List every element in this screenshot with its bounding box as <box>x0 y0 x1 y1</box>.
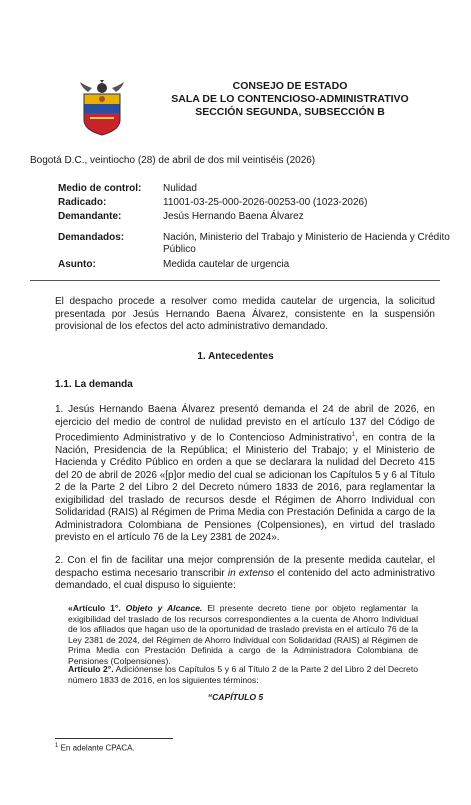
coat-of-arms-icon <box>80 80 124 136</box>
court-section: SECCIÓN SEGUNDA, SUBSECCIÓN B <box>195 106 385 118</box>
chapter-heading: “CAPÍTULO 5 <box>207 692 264 702</box>
paragraph-text: 2. Con el fin de facilitar una mejor comprensión de la presente medida cautelar, el despacho estima necesario transcribir <box>55 555 435 579</box>
article-title: Objeto y Alcance. <box>125 603 203 613</box>
metadata-value: Nación, Ministerio del Trabajo y Ministerio de Hacienda y Crédito Público <box>163 232 450 255</box>
court-name: CONSEJO DE ESTADO <box>232 80 348 92</box>
court-header <box>150 80 430 119</box>
footnote-text: En adelante CPACA. <box>58 743 135 753</box>
court-chamber: SALA DE LO CONTENCIOSO-ADMINISTRATIVO <box>171 93 409 105</box>
metadata-value: Medida cautelar de urgencia <box>163 259 290 270</box>
metadata-label: Asunto: <box>58 259 96 270</box>
paragraph-1 <box>55 404 435 545</box>
footnote <box>55 743 135 753</box>
paragraph-text: , en contra de la Nación, Presidencia de la República; el Ministerio del Trabajo; y el Ministerio de Hacienda y Crédito Público en orden a que se declarara la nulidad del Decreto 415 del 20 de abril de 2026 «[p]or medio del cual se adicionan los Capítulos 5 y 6 al Título 2 de la Parte 2 del Libro 2 del Decreto número 1833 de 2016, para reglamentar la exigibilidad del traslado de recursos desde el Régimen de Ahorro Individual con Solidaridad (RAIS) al Régimen de Prima Media con Prestación Definida a cargo de la Administradora Colombiana de Pensiones (Colpensiones), en virtud del traslado previsto en el artículo 76 de la Ley 2381 de 2024». <box>55 432 435 544</box>
quote-article-2 <box>68 664 418 685</box>
date-line: Bogotá D.C., veintiocho (28) de abril de dos mil veintiséis (2026) <box>30 155 316 166</box>
metadata-value: Nulidad <box>163 183 197 194</box>
metadata-label: Medio de control: <box>58 183 142 194</box>
metadata-label: Radicado: <box>58 197 107 208</box>
intro-paragraph: El despacho procede a resolver como medida cautelar de urgencia, la solicitud presentada por Jesús Hernando Baena Álvarez, consistente en la suspensión provisional de los efectos del acto administrativo demandado. <box>55 296 435 332</box>
paragraph-2 <box>55 555 435 593</box>
article-text: El presente decreto tiene por objeto reglamentar la exigibilidad del traslado de los recursos correspondientes a la cuenta de Ahorro Individual de los afiliados que hagan uso de la oportunidad de traslado prevista en el artículo 76 de la Ley 2381 de 2024, del Régimen de Ahorro Individual con Solidaridad (RAIS) al Régimen de Prima Media con Prestación Definida a cargo de la Administradora Colombiana de Pensiones (Colpensiones). <box>68 603 418 666</box>
metadata-label: Demandante: <box>58 211 122 222</box>
article-label: Artículo 2°. <box>68 664 114 674</box>
footnote-number: 1 <box>55 743 59 749</box>
subsection-title: 1.1. La demanda <box>55 379 133 390</box>
quote-article-1 <box>68 603 418 666</box>
section-title: 1. Antecedentes <box>197 351 274 362</box>
metadata-value: 11001-03-25-000-2026-00253-00 (1023-2026) <box>163 197 368 208</box>
metadata-value: Jesús Hernando Baena Álvarez <box>163 211 304 222</box>
footnote-ref: 1 <box>351 432 356 438</box>
paragraph-text: 1. Jesús Hernando Baena Álvarez presentó demanda el 24 de abril de 2026, en ejercicio del medio de control de nulidad previsto en el artículo 137 del Código de Procedimiento Administrativo y de lo Contencioso Administrativo <box>55 404 435 444</box>
quote-open: « <box>68 603 73 613</box>
footnote-divider <box>55 738 173 739</box>
latin-phrase: in extenso <box>227 567 274 579</box>
article-text: Adiciónense los Capítulos 5 y 6 al Título 2 de la Parte 2 del Libro 2 del Decreto número 1833 de 2016, en los siguientes términos: <box>68 664 418 685</box>
metadata-label: Demandados: <box>58 232 125 243</box>
article-label: Artículo 1°. <box>72 603 126 613</box>
divider <box>30 280 440 281</box>
paragraph-text: el contenido del acto administrativo demandado, el cual dispuso lo siguiente: <box>55 567 435 591</box>
